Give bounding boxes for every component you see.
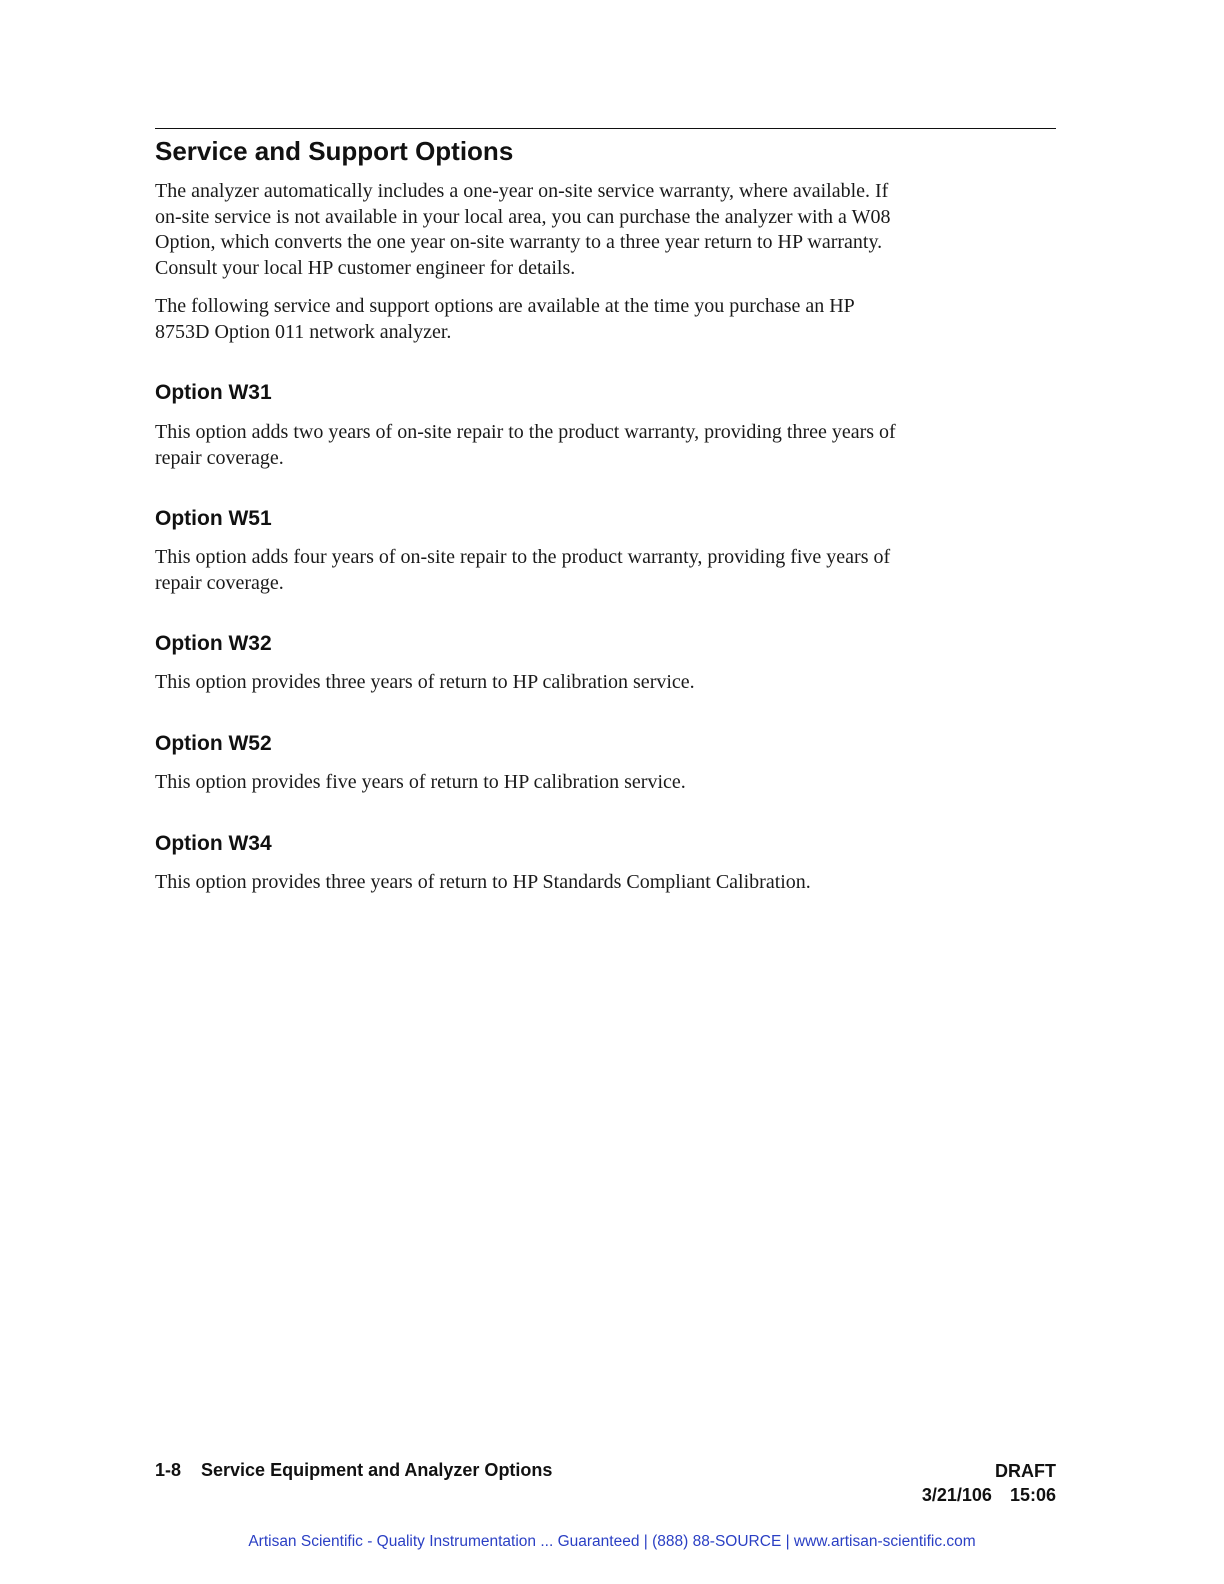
option-w32-heading: Option W32: [155, 632, 272, 655]
intro-line: Option, which converts the one year on-site warranty to a three year return to HP warranty.: [155, 231, 883, 253]
intro-line: Consult your local HP customer engineer for details.: [155, 256, 576, 279]
footer-time: 15:06: [1009, 1485, 1056, 1505]
vendor-banner-link[interactable]: Artisan Scientific - Quality Instrumentation ... Guaranteed | (888) 88-SOURCE | www.artisan-scientific.com: [248, 1533, 976, 1550]
footer-right: [922, 1459, 1056, 1507]
option-text-line: This option adds two years of on-site repair to the product warranty, providing three years of: [155, 421, 896, 443]
intro-line: The analyzer automatically includes a one-year on-site service warranty, where available. If: [155, 180, 889, 202]
intro-paragraph: [155, 179, 1060, 281]
footer-left: [155, 1459, 552, 1481]
footer-date: 3/21/106: [921, 1485, 992, 1505]
timestamp: [922, 1483, 1056, 1507]
option-w52-text: [155, 770, 1060, 796]
option-w31-heading: Option W31: [155, 381, 272, 404]
option-w31-text: [155, 420, 1060, 471]
option-text-line: This option provides five years of return to HP calibration service.: [155, 771, 686, 793]
draft-label: DRAFT: [995, 1461, 1056, 1481]
option-w34-text: [155, 870, 1060, 896]
option-text-line: repair coverage.: [155, 446, 284, 469]
option-w52-heading: Option W52: [155, 732, 272, 755]
option-text-line: repair coverage.: [155, 571, 284, 594]
header-rule: [155, 128, 1056, 129]
option-w32-text: [155, 670, 1060, 696]
page-number: 1-8: [155, 1460, 182, 1480]
option-text-line: This option provides three years of return to HP Standards Compliant Calibration.: [155, 871, 811, 893]
option-text-line: This option adds four years of on-site repair to the product warranty, providing five years of: [155, 546, 891, 568]
option-w51-text: [155, 545, 1060, 596]
option-w51-heading: Option W51: [155, 507, 272, 530]
option-w34-heading: Option W34: [155, 832, 272, 855]
followup-line: 8753D Option 011 network analyzer.: [155, 320, 452, 343]
chapter-title: Service Equipment and Analyzer Options: [201, 1460, 553, 1480]
followup-paragraph: [155, 294, 1060, 345]
option-text-line: This option provides three years of return to HP calibration service.: [155, 671, 695, 693]
section-title: Service and Support Options: [155, 136, 514, 166]
intro-line: on-site service is not available in your local area, you can purchase the analyzer with a W08: [155, 205, 891, 228]
followup-line: The following service and support options are available at the time you purchase an HP: [155, 295, 855, 317]
